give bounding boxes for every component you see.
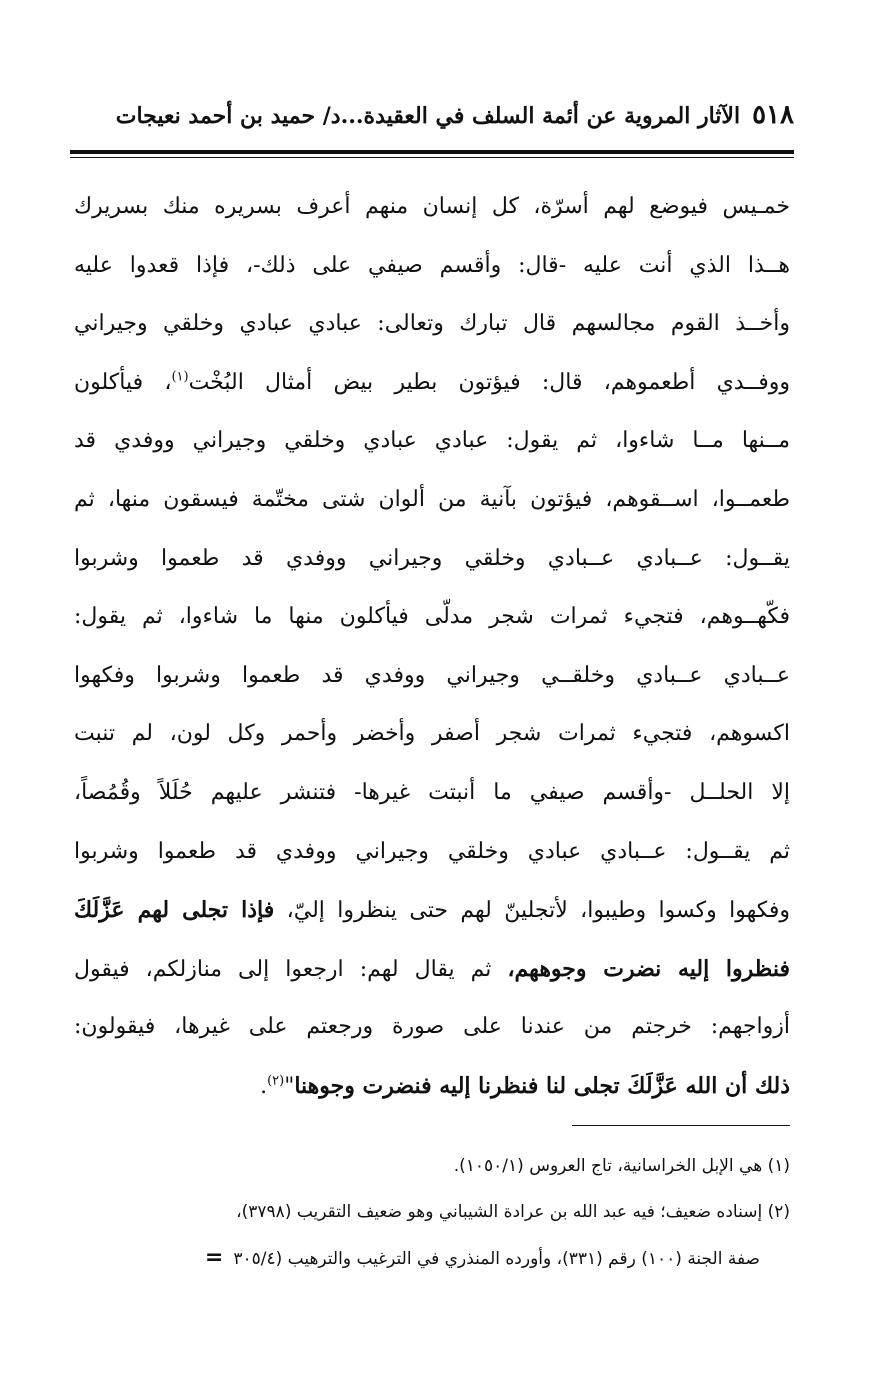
running-title: الآثار المروية عن أئمة السلف في العقيدة...د/ حميد بن أحمد نعيجات [115,103,741,129]
text-line: عــبادي عــبادي وخلقــي وجيراني ووفدي قد طعموا وشربوا وفكهوا [74,662,790,688]
footnote: (١) هي الإبل الخراسانية، تاج العروس (١٠٥٠/١). [453,1156,790,1176]
footnote: (٢) إسناده ضعيف؛ فيه عبد الله بن عرادة الشيباني وهو ضعيف التقريب (٣٧٩٨)، [236,1202,790,1222]
text-line: وفكهوا وكسوا وطيبوا، لأتجلينّ لهم حتى ينظروا إليّ، فإذا تجلى لهم عَزَّلَكَ [74,897,791,924]
footnotes [40,1143,790,1281]
text-line: فكّهــوهم، فتجيء ثمرات شجر مدلّى فيأكلون منها ما شاءوا، ثم يقول: [74,604,790,630]
footnote-ref: (٢) [267,1073,285,1089]
continuation-mark: = [204,1245,224,1270]
page-number: ٥١٨ [752,100,794,130]
text-line: خمـيس فيوضع لهم أسرّة، كل إنسان منهم أعرف بسريره منك بسريرك [74,194,790,219]
header-rule-thick [70,150,794,154]
text-line: ووفــدي أطعموهم، قال: فيؤتون بطير بيض أمثال البُخْت$^{(١)}$، فيأكلون [74,369,790,395]
footnote-continued: صفة الجنة (١٠٠) رقم (٣٣١)، وأورده المنذري في الترغيب والترهيب (٣٠٥/٤= [204,1245,760,1270]
bold-phrase: فإذا تجلى لهم عَزَّلَكَ [74,897,275,924]
text-line: يقــول: عــبادي عــبادي وخلقي وجيراني ووفدي قد طعموا وشربوا [74,545,790,571]
text-line: مــنها مــا شاءوا، ثم يقول: عبادي عبادي وخلقي وجيراني ووفدي قد [74,428,790,454]
text-line: وأخــذ القوم مجالسهم قال تبارك وتعالى: عبادي عبادي وخلقي وجيراني [74,311,790,337]
text-line: هــذا الذي أنت عليه -قال: وأقسم صيفي على ذلك-، فإذا قعدوا عليه [74,252,790,278]
text-line: أزواجهم: خرجتم من عندنا على صورة ورجعتم على غيرها، فيقولون: [74,1014,790,1040]
text-line: إلا الحلــل -وأقسم صيفي ما أنبتت غيرها- فتنشر عليهم حُلَلاً وقُمُصاً، [74,779,790,805]
footnote-separator [572,1125,790,1126]
bold-phrase: ذلك أن الله عَزَّلَكَ تجلى لنا فنظرنا إليه فنضرت وجوهنا [294,1072,790,1099]
text-line: ذلك أن الله عَزَّلَكَ تجلى لنا فنظرنا إليه فنضرت وجوهنا"$^{(٢)}$. [260,1072,790,1099]
text-line: طعمــوا، اســقوهم، فيؤتون بآنية من ألوان شتى مختّمة فيسقون منها، ثم [74,486,790,512]
text-line: اكسوهم، فتجيء ثمرات شجر أصفر وأخضر وأحمر وكل لون، لم تنبت [74,721,790,747]
text-line: ثم يقــول: عــبادي عبادي وخلقي وجيراني ووفدي قد طعموا وشربوا [74,838,790,864]
text-line: فنظروا إليه نضرت وجوههم، ثم يقال لهم: ارجعوا إلى منازلكم، فيقول [74,955,790,982]
footnote-ref: (١) [171,369,189,385]
page-header [70,100,794,142]
bold-phrase: فنظروا إليه نضرت وجوههم، [507,955,790,982]
body-text [74,178,790,1116]
header-rule-thin [70,157,794,158]
